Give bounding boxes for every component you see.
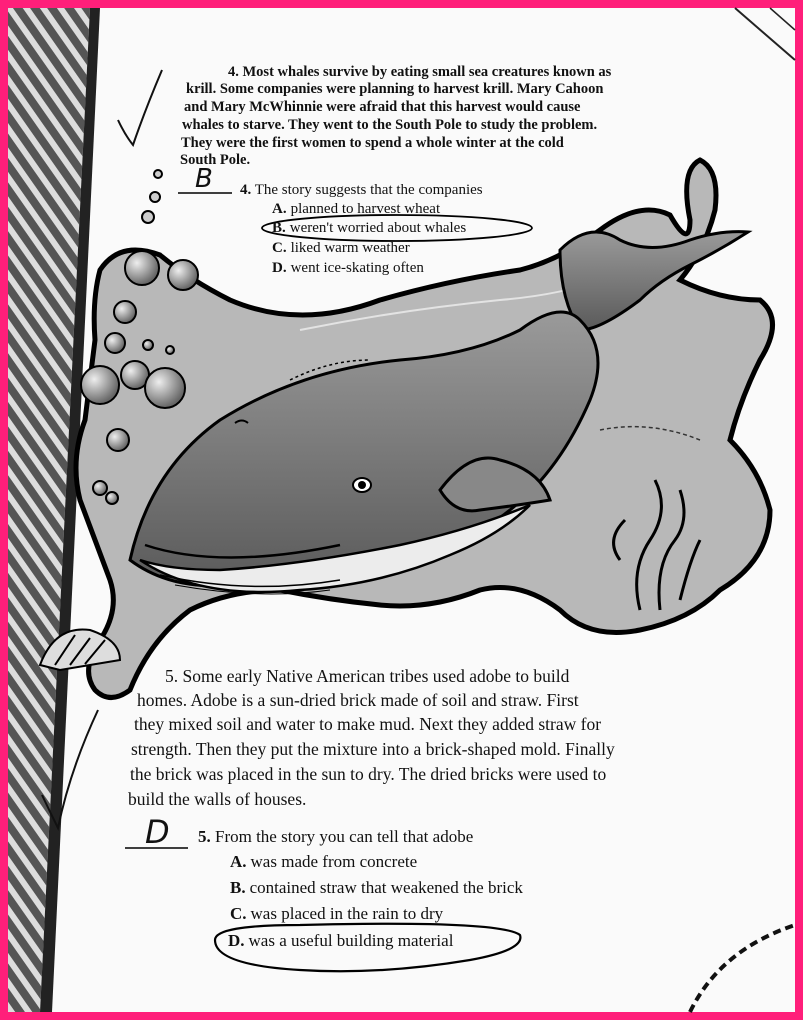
option-text: weren't worried about whales xyxy=(289,220,467,236)
q4-question-text: The story suggests that the companies xyxy=(254,182,483,198)
option-text: liked warm weather xyxy=(290,240,410,256)
q5-option-d[interactable] xyxy=(228,927,453,954)
option-letter: A. xyxy=(272,201,287,217)
q5-passage-line: the brick was placed in the sun to dry. The dried bricks were used to xyxy=(130,764,607,784)
q5-handwritten-answer: D xyxy=(145,813,170,851)
option-text: was placed in the rain to dry xyxy=(250,904,444,923)
q4-passage-line: 4. Most whales survive by eating small sea creatures known as xyxy=(228,64,612,80)
q4-passage-line: South Pole. xyxy=(180,152,251,168)
option-text: planned to harvest wheat xyxy=(290,201,441,217)
option-text: was a useful building material xyxy=(248,931,454,950)
q5-question xyxy=(198,823,473,850)
q5-passage-line: build the walls of houses. xyxy=(128,789,307,809)
q4-passage-line: They were the first women to spend a whole winter at the cold xyxy=(181,135,564,151)
q5-question-text: From the story you can tell that adobe xyxy=(215,827,474,846)
q4-number: 4. xyxy=(240,182,252,198)
q5-passage-line: they mixed soil and water to make mud. Next they added straw for xyxy=(134,714,602,734)
check-mark-icon xyxy=(118,70,162,145)
option-letter: D. xyxy=(272,260,287,276)
q5-option-c[interactable] xyxy=(230,900,443,927)
option-text: went ice-skating often xyxy=(290,260,424,276)
q4-handwritten-answer: B xyxy=(195,164,213,194)
option-text: was made from concrete xyxy=(250,852,418,871)
option-letter: B. xyxy=(230,878,246,897)
q5-option-b[interactable] xyxy=(230,874,523,901)
option-letter: B. xyxy=(272,220,286,236)
q5-passage-line: 5. Some early Native American tribes used adobe to build xyxy=(165,666,570,686)
q4-option-a[interactable] xyxy=(272,199,440,219)
q4-option-c[interactable] xyxy=(272,238,410,258)
q4-option-b[interactable] xyxy=(272,218,466,238)
option-letter: C. xyxy=(272,240,287,256)
option-text: contained straw that weakened the brick xyxy=(249,878,523,897)
option-letter: A. xyxy=(230,852,247,871)
q4-passage-line: whales to starve. They went to the South Pole to study the problem. xyxy=(182,117,598,133)
q5-passage-line: homes. Adobe is a sun-dried brick made of soil and straw. First xyxy=(137,690,579,710)
q5-option-a[interactable] xyxy=(230,848,417,875)
option-letter: C. xyxy=(230,904,247,923)
q4-option-d[interactable] xyxy=(272,258,424,278)
q4-passage-line: krill. Some companies were planning to harvest krill. Mary Cahoon xyxy=(186,81,604,97)
q4-question xyxy=(240,180,483,200)
option-letter: D. xyxy=(228,931,245,950)
q5-number: 5. xyxy=(198,827,211,846)
q5-passage-line: strength. Then they put the mixture into a brick-shaped mold. Finally xyxy=(131,739,615,759)
q4-passage-line: and Mary McWhinnie were afraid that this harvest would cause xyxy=(184,99,581,115)
